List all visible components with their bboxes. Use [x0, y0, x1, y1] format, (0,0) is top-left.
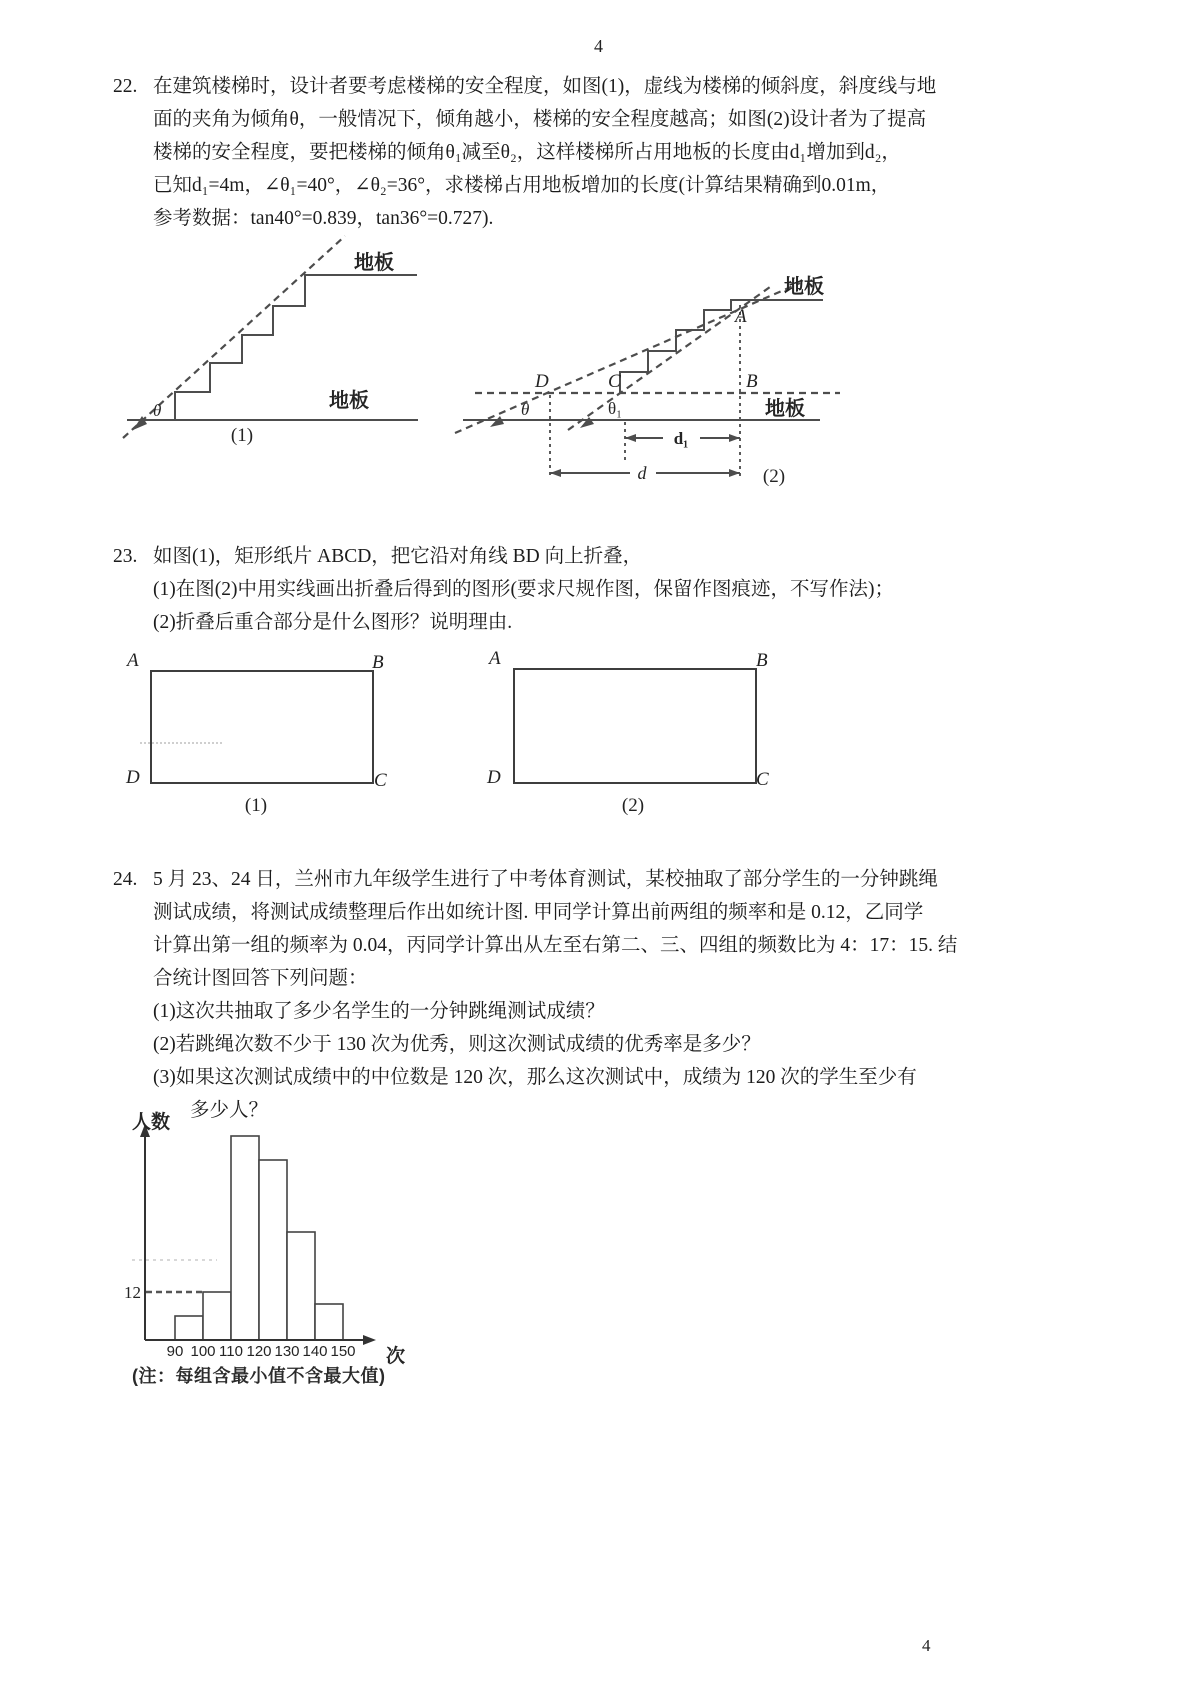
text-line: 已知d₁=4m，∠θ₁=40°，∠θ₂=36°，求楼梯占用地板增加的长度(计算结果精确到0.01m，	[153, 175, 891, 196]
x-tick: 150	[330, 1343, 356, 1360]
problem-23	[113, 540, 973, 639]
text-line: 合统计图回答下列问题：	[153, 968, 368, 989]
histogram-note: (注：每组含最小值不含最大值)	[132, 1366, 386, 1386]
text-line: 计算出第一组的频率为 0.04，丙同学计算出从左至右第二、三、四组的频数比为 4：17：15. 结	[153, 935, 958, 956]
figure-23-2-rectangle	[513, 668, 757, 784]
floor-top-label: 地板	[354, 252, 394, 274]
histogram-bars	[175, 1136, 343, 1340]
problem-22	[113, 70, 973, 235]
text-line: (2)折叠后重合部分是什么图形？说明理由.	[153, 612, 513, 633]
figure-23-1-rectangle	[150, 670, 374, 784]
x-tick: 100	[190, 1343, 216, 1360]
text-line: 多少人？	[190, 1100, 269, 1121]
corner-D-label: D	[487, 767, 501, 788]
x-axis-label: 次	[386, 1346, 406, 1367]
text-line: 面的夹角为倾角θ，一般情况下，倾角越小，楼梯的安全程度越高；如图(2)设计者为了提高	[153, 109, 927, 130]
x-tick: 120	[246, 1343, 272, 1360]
corner-B-label: B	[756, 650, 768, 671]
point-C-label: C	[608, 371, 621, 392]
page-number-top: 4	[594, 36, 603, 56]
text-line: (1)在图(2)中用实线画出折叠后得到的图形(要求尺规作图，保留作图痕迹，不写作法)；	[153, 579, 894, 600]
corner-D-label: D	[126, 767, 140, 788]
text-line: (1)这次共抽取了多少名学生的一分钟跳绳测试成绩？	[153, 1001, 605, 1022]
text-line: 楼梯的安全程度，要把楼梯的倾角θ₁减至θ₂，这样楼梯所占用地板的长度由d₁增加到d₂，	[153, 142, 901, 163]
figure-22-2-staircase	[420, 225, 845, 495]
question-number: 24.	[113, 869, 138, 890]
point-A-label: A	[735, 306, 747, 327]
corner-A-label: A	[489, 648, 501, 669]
point-D-label: D	[535, 371, 549, 392]
text-line: 5 月 23、24 日，兰州市九年级学生进行了中考体育测试，某校抽取了部分学生的一分钟跳绳	[153, 869, 938, 890]
text-line: (3)如果这次测试成绩中的中位数是 120 次，那么这次测试中，成绩为 120 次的学生至少有	[153, 1067, 917, 1088]
text-line: 参考数据：tan40°=0.839，tan36°=0.727).	[153, 208, 494, 229]
figure-caption: (2)	[762, 466, 786, 487]
histogram-bar	[203, 1292, 231, 1340]
histogram-bar	[315, 1304, 343, 1340]
corner-A-label: A	[127, 650, 139, 671]
x-tick: 110	[219, 1343, 243, 1360]
text-line: 测试成绩，将测试成绩整理后作出如统计图. 甲同学计算出前两组的频率和是 0.12，乙同学	[153, 902, 924, 923]
question-number: 23.	[113, 546, 138, 567]
angle-theta1-label: θ₁	[608, 399, 623, 418]
histogram-bar	[231, 1136, 259, 1340]
x-tick: 140	[302, 1343, 328, 1360]
figure-caption: (2)	[621, 795, 645, 816]
corner-C-label: C	[374, 770, 387, 791]
floor-top-label: 地板	[784, 276, 824, 298]
x-tick: 90	[166, 1343, 184, 1360]
histogram-bar	[259, 1160, 287, 1340]
text-line: (2)若跳绳次数不少于 130 次为优秀，则这次测试成绩的优秀率是多少？	[153, 1034, 761, 1055]
y-ref-value: 12	[124, 1283, 141, 1302]
y-axis-label: 人数	[132, 1112, 171, 1133]
point-B-label: B	[746, 371, 758, 392]
angle-theta-label: θ	[153, 401, 162, 420]
figure-22-1-staircase	[105, 228, 435, 463]
d-dimension-label: d	[637, 463, 647, 483]
d1-dimension-label: d₁	[673, 429, 689, 448]
floor-bottom-label: 地板	[765, 398, 805, 420]
corner-C-label: C	[756, 769, 769, 790]
histogram-jump-rope	[100, 1100, 440, 1375]
figure-caption: (1)	[230, 425, 254, 446]
x-tick: 130	[274, 1343, 300, 1360]
page-number-bottom: 4	[922, 1636, 931, 1655]
corner-B-label: B	[372, 652, 384, 673]
histogram-bar	[175, 1316, 203, 1340]
figure-caption: (1)	[244, 795, 268, 816]
text-line: 如图(1)，矩形纸片 ABCD，把它沿对角线 BD 向上折叠，	[153, 546, 643, 567]
angle-theta-label: θ	[521, 400, 530, 419]
histogram-bar	[287, 1232, 315, 1340]
question-number: 22.	[113, 76, 138, 97]
problem-24	[113, 863, 993, 1127]
scan-artifact	[140, 742, 222, 744]
floor-bottom-label: 地板	[329, 390, 369, 412]
text-line: 在建筑楼梯时，设计者要考虑楼梯的安全程度，如图(1)，虚线为楼梯的倾斜度，斜度线与地	[153, 76, 937, 97]
